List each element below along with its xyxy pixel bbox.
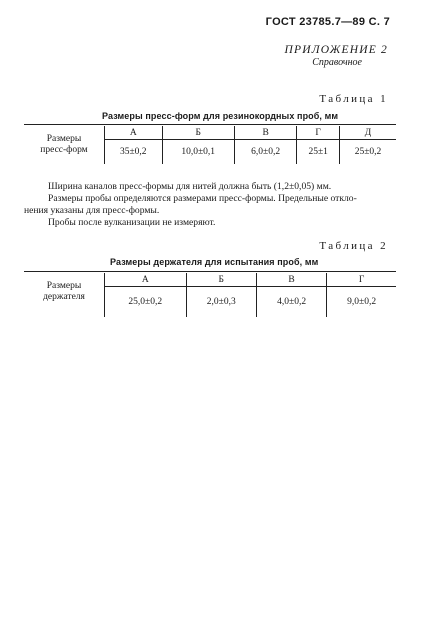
table1-col-d: Д bbox=[340, 126, 397, 140]
table2-col-g: Г bbox=[327, 273, 396, 287]
appendix-title: ПРИЛОЖЕНИЕ 2 bbox=[284, 44, 388, 56]
table2-col-b: Б bbox=[186, 273, 256, 287]
table2-cell-b: 2,0±0,3 bbox=[186, 287, 256, 318]
table1-cell-g: 25±1 bbox=[297, 140, 340, 165]
table1-cell-v: 6,0±0,2 bbox=[234, 140, 296, 165]
table2-row-header-line1: Размеры bbox=[46, 281, 82, 291]
table2-label: Таблица 2 bbox=[319, 240, 388, 252]
table1-row-header bbox=[24, 126, 105, 164]
note-no-measure: Пробы после вулканизации не измеряют. bbox=[48, 217, 216, 228]
table2-cell-a: 25,0±0,2 bbox=[105, 287, 187, 318]
table1-row-header-line2: пресс-форм bbox=[40, 145, 88, 155]
table1-row-header-line1: Размеры bbox=[46, 134, 82, 144]
table2-col-a: А bbox=[105, 273, 187, 287]
table2-top-rule bbox=[24, 271, 396, 272]
table1-col-a: А bbox=[105, 126, 163, 140]
table2-cell-v: 4,0±0,2 bbox=[256, 287, 326, 318]
note-dimensions-line2: нения указаны для пресс-формы. bbox=[24, 205, 160, 216]
appendix-subtitle: Справочное bbox=[312, 57, 362, 68]
table2-cell-g: 9,0±0,2 bbox=[327, 287, 396, 318]
table1-col-g: Г bbox=[297, 126, 340, 140]
table2-caption: Размеры держателя для испытания проб, мм bbox=[110, 257, 319, 267]
table2 bbox=[24, 273, 396, 317]
table1-col-b: Б bbox=[162, 126, 234, 140]
table1-top-rule bbox=[24, 124, 396, 125]
table2-col-v: В bbox=[256, 273, 326, 287]
note-dimensions-line1: Размеры пробы определяются размерами пресс-формы. Предельные откло- bbox=[48, 193, 357, 204]
table2-row-header bbox=[24, 273, 105, 317]
table2-row-header-line2: держателя bbox=[43, 292, 85, 302]
table1-col-v: В bbox=[234, 126, 296, 140]
page-header: ГОСТ 23785.7—89 С. 7 bbox=[265, 16, 390, 28]
table1 bbox=[24, 126, 396, 164]
table1-cell-a: 35±0,2 bbox=[105, 140, 163, 165]
table1-cell-d: 25±0,2 bbox=[340, 140, 397, 165]
table1-caption: Размеры пресс-форм для резинокордных проб, мм bbox=[102, 111, 339, 121]
table1-cell-b: 10,0±0,1 bbox=[162, 140, 234, 165]
table1-label: Таблица 1 bbox=[319, 93, 388, 105]
note-channel-width: Ширина каналов пресс-формы для нитей должна быть (1,2±0,05) мм. bbox=[48, 181, 332, 192]
